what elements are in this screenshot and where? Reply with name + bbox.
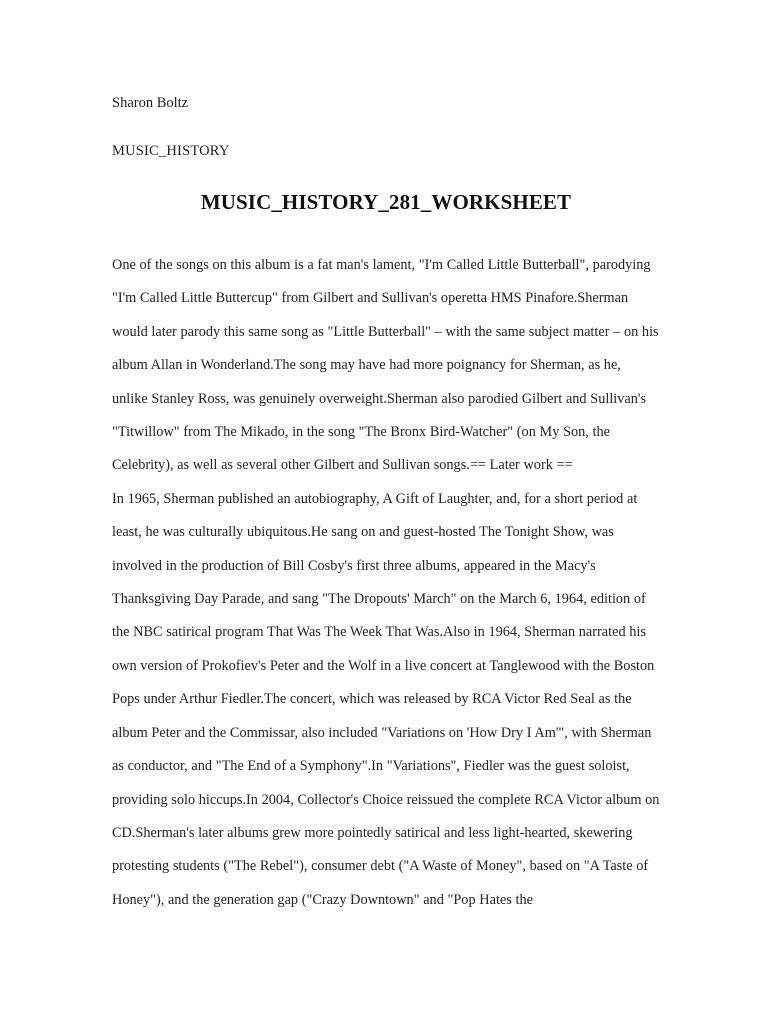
body-paragraph: One of the songs on this album is a fat man's lament, "I'm Called Little Butterball", parodying "I'm Called Little Buttercup" from Gilbert and Sullivan's operetta HMS Pinafore.Sherman would later parody this same song as "Little Butterball" – with the same subject matter – on his album Allan in Wonderland.The song may have had more poignancy for Sherman, as he, unlike Stanley Ross, was genuinely overweight.Sherman also parodied Gilbert and Sullivan's "Titwillow" from The Mikado, in the song "The Bronx Bird-Watcher" (on My Son, the Celebrity), as well as several other Gilbert and Sullivan songs.== Later work == bbox=[112, 257, 659, 474]
author-byline: Sharon Boltz bbox=[112, 95, 189, 111]
body-paragraph: In 1965, Sherman published an autobiography, A Gift of Laughter, and, for a short period at least, he was culturally ubiquitous.He sang on and guest-hosted The Tonight Show, was involved in the production of Bill Cosby's first three albums, appeared in the Macy's Thanksgiving Day Parade, and sang "The Dropouts' March" on the March 6, 1964, edition of the NBC satirical program That Was The Week That Was.Also in 1964, Sherman narrated his own version of Prokofiev's Peter and the Wolf in a live concert at Tanglewood with the Boston Pops under Arthur Fiedler.The concert, which was released by RCA Victor Red Seal as the album Peter and the Commissar, also included "Variations on 'How Dry I Am'", with Sherman as conductor, and "The End of a Symphony".In "Variations", Fiedler was the guest soloist, providing solo hiccups.In 2004, Collector's Choice reissued the complete RCA Victor album on CD.Sherman's later albums grew more pointedly satirical and less light-hearted, skewering protesting students ("The Rebel"), consumer debt ("A Waste of Money", based on "A Taste of Honey"), and the generation gap ("Crazy Downtown" and "Pop Hates the bbox=[112, 490, 660, 908]
course-label: MUSIC_HISTORY bbox=[112, 143, 230, 159]
document-body bbox=[112, 249, 660, 917]
page-title: MUSIC_HISTORY_281_WORKSHEET bbox=[200, 190, 572, 214]
